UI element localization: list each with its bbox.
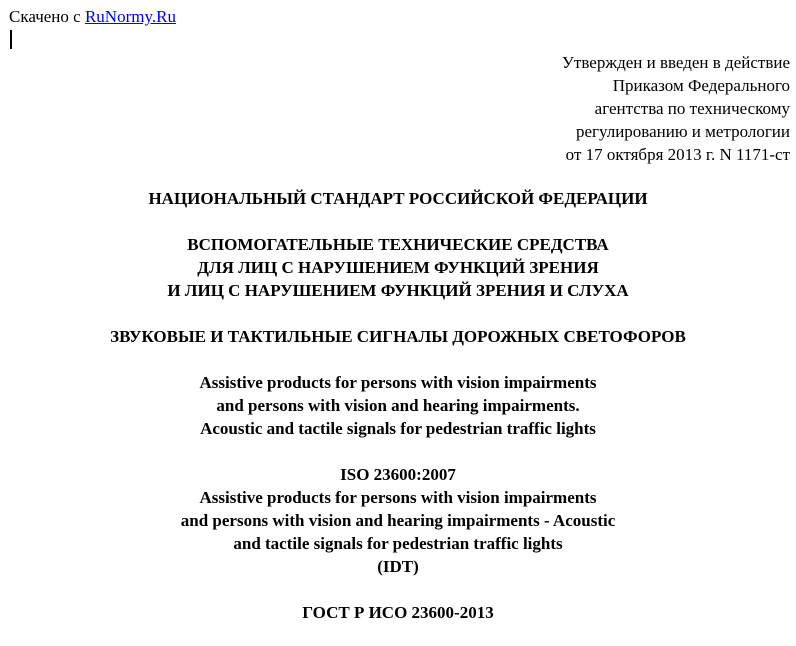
iso-title-line: and persons with vision and hearing impairments - Acoustic [180,511,616,530]
russian-subtitle-text: ЗВУКОВЫЕ И ТАКТИЛЬНЫЕ СИГНАЛЫ ДОРОЖНЫХ СВЕТОФОРОВ [110,327,686,346]
gost-designation [0,601,796,624]
iso-degree: (IDT) [377,557,419,576]
source-prefix: Скачено с [9,7,81,26]
iso-code: ISO 23600:2007 [340,465,456,484]
approval-block [562,51,790,166]
english-title-line: and persons with vision and hearing impairments. [216,396,580,415]
source-line [9,5,176,28]
national-standard-text: НАЦИОНАЛЬНЫЙ СТАНДАРТ РОССИЙСКОЙ ФЕДЕРАЦИИ [148,189,648,208]
gost-code: ГОСТ Р ИСО 23600-2013 [302,603,494,622]
national-standard-heading [0,187,796,210]
english-title [0,371,796,440]
approval-line: Утвержден и введен в действие [561,53,790,72]
russian-title [0,233,796,302]
approval-line: от 17 октября 2013 г. N 1171-ст [565,145,790,164]
iso-title-line: and tactile signals for pedestrian traffic lights [233,534,563,553]
approval-line: Приказом Федерального [612,76,790,95]
iso-reference [0,463,796,578]
text-cursor [10,30,12,49]
russian-title-line: И ЛИЦ С НАРУШЕНИЕМ ФУНКЦИЙ ЗРЕНИЯ И СЛУХА [167,281,629,300]
approval-line: агентства по техническому [594,99,790,118]
russian-title-line: ВСПОМОГАТЕЛЬНЫЕ ТЕХНИЧЕСКИЕ СРЕДСТВА [187,235,609,254]
english-title-line: Acoustic and tactile signals for pedestrian traffic lights [200,419,596,438]
english-title-line: Assistive products for persons with vision impairments [199,373,597,392]
iso-title-line: Assistive products for persons with vision impairments [199,488,597,507]
russian-subtitle [0,325,796,348]
source-link[interactable]: RuNormy.Ru [84,7,176,26]
russian-title-line: ДЛЯ ЛИЦ С НАРУШЕНИЕМ ФУНКЦИЙ ЗРЕНИЯ [197,258,599,277]
approval-line: регулированию и метрологии [575,122,790,141]
